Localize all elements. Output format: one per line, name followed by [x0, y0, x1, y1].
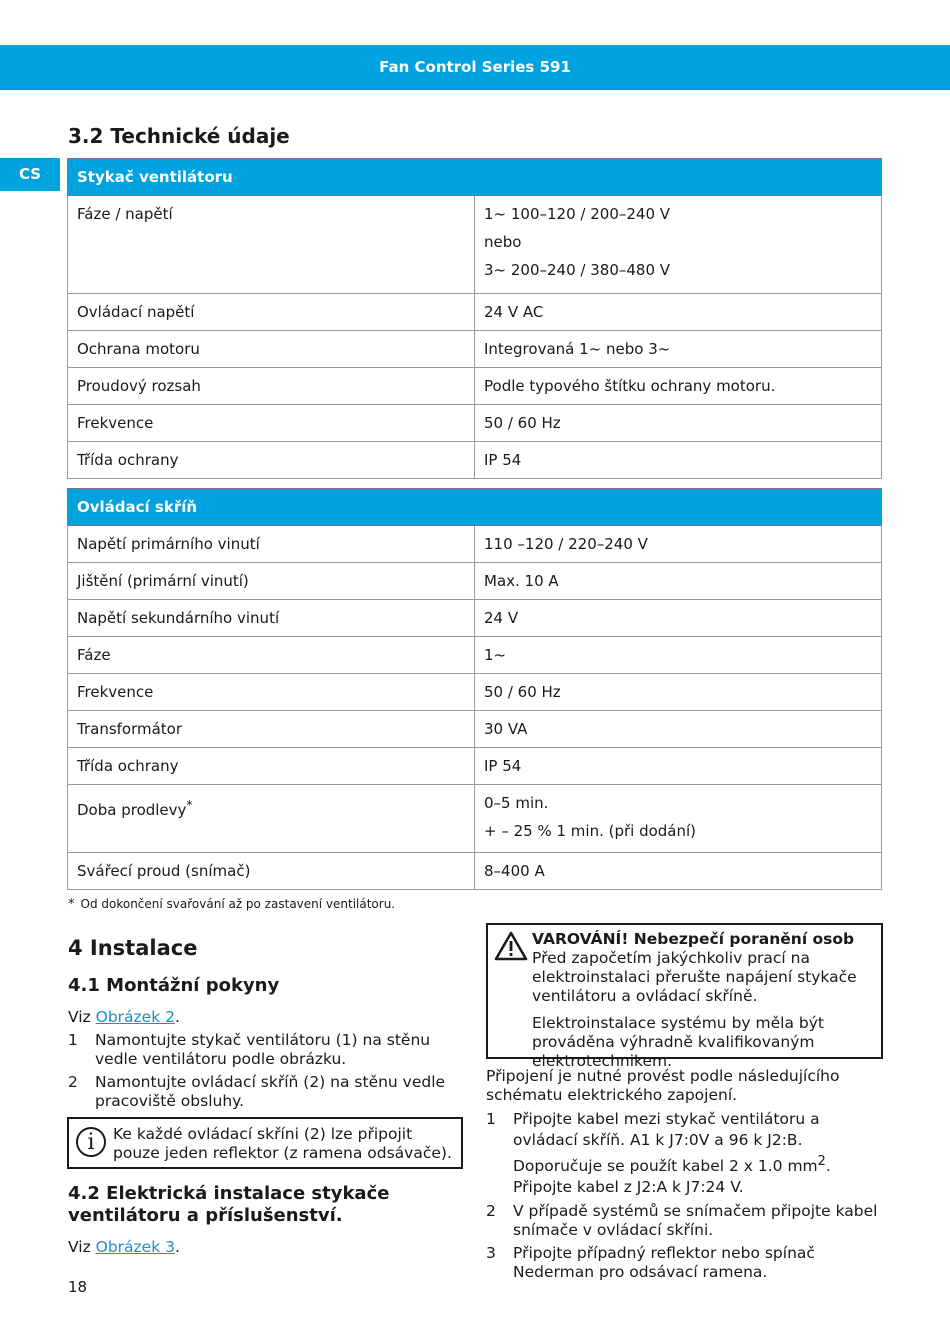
row-key: Fáze / napětí [68, 196, 475, 294]
figure-reference-2: Viz Obrázek 3. [68, 1238, 180, 1256]
electrical-steps [486, 1109, 881, 1282]
header-banner [0, 45, 950, 90]
row-key: Frekvence [68, 674, 475, 711]
mounting-section [68, 1008, 468, 1115]
row-value: 24 V AC [475, 294, 882, 331]
row-value: 0–5 min. + – 25 % 1 min. (při dodání) [475, 785, 882, 853]
row-key: Třída ochrany [68, 748, 475, 785]
document-title: Fan Control Series 591 [379, 58, 571, 76]
row-value: IP 54 [475, 442, 882, 479]
row-key: Třída ochrany [68, 442, 475, 479]
footnote-marker: * [68, 897, 75, 912]
footnote-text: Od dokončení svařování až po zastavení ventilátoru. [80, 897, 396, 911]
table-row [68, 748, 882, 785]
figure-2-link[interactable]: Obrázek 2 [95, 1008, 175, 1026]
mounting-steps [68, 1031, 468, 1111]
table-row [68, 600, 882, 637]
warning-content [532, 930, 877, 1071]
row-key: Napětí sekundárního vinutí [68, 600, 475, 637]
row-key: Transformátor [68, 711, 475, 748]
row-key: Proudový rozsah [68, 368, 475, 405]
table-row [68, 526, 882, 563]
figure-reference: Viz Obrázek 2. [68, 1008, 180, 1026]
list-item: 3 Připojte případný reflektor nebo spínač Nederman pro odsávací ramena. [486, 1244, 815, 1282]
row-value: IP 54 [475, 748, 882, 785]
table-row [68, 442, 882, 479]
warning-text-2: Elektroinstalace systému by měla být prováděna výhradně kvalifikovaným elektrotechnikem. [532, 1014, 824, 1070]
electrical-intro: Připojení je nutné provést podle následujícího schématu elektrického zapojení. [486, 1067, 840, 1104]
list-item: 2 Namontujte ovládací skříň (2) na stěnu vedle pracoviště obsluhy. [68, 1073, 446, 1110]
mounting-heading: 4.1 Montážní pokyny [68, 975, 280, 996]
fan-contactor-heading: Stykač ventilátoru [68, 159, 882, 196]
row-value: 110 –120 / 220–240 V [475, 526, 882, 563]
warning-triangle-icon [494, 931, 528, 961]
table-row [68, 711, 882, 748]
row-value: 30 VA [475, 711, 882, 748]
table-row [68, 853, 882, 890]
figure-3-link[interactable]: Obrázek 3 [95, 1238, 175, 1256]
row-key: Jištění (primární vinutí) [68, 563, 475, 600]
row-value: 50 / 60 Hz [475, 674, 882, 711]
row-value: 50 / 60 Hz [475, 405, 882, 442]
info-note [67, 1117, 463, 1169]
row-key: Fáze [68, 637, 475, 674]
table-row [68, 368, 882, 405]
list-item: 1 Připojte kabel mezi stykač ventilátoru a ovládací skříň. A1 k J7:0V a 96 k J2:B. Doporučuje se použít kabel 2 x 1.0 $mm^2$. Připojte kabel z J2:A k J7:24 V. [486, 1110, 831, 1197]
info-icon: i [76, 1127, 106, 1157]
page-number: 18 [68, 1278, 88, 1296]
table-row [68, 563, 882, 600]
row-key: Frekvence [68, 405, 475, 442]
list-item: 2 V případě systémů se snímačem připojte kabel snímače v ovládací skříni. [486, 1202, 878, 1240]
fan-contactor-table [67, 158, 882, 479]
row-value: Podle typového štítku ochrany motoru. [475, 368, 882, 405]
electrical-section [486, 1067, 881, 1286]
row-key: Ovládací napětí [68, 294, 475, 331]
language-tab: CS [0, 158, 60, 191]
row-key: Svářecí proud (snímač) [68, 853, 475, 890]
row-key: Napětí primárního vinutí [68, 526, 475, 563]
electrical-heading: 4.2 Elektrická instalace stykače ventilátoru a příslušenství. [68, 1183, 390, 1226]
row-value: 1~ 100–120 / 200–240 V nebo 3~ 200–240 / 380–480 V [475, 196, 882, 294]
row-value: Integrovaná 1~ nebo 3~ [475, 331, 882, 368]
control-box-heading: Ovládací skříň [68, 489, 882, 526]
warning-text-1: Před započetím jakýchkoliv prací na elektroinstalaci přerušte napájení stykače ventilátoru a ovládací skříně. [532, 949, 857, 1005]
install-heading: 4 Instalace [68, 936, 198, 960]
info-text: Ke každé ovládací skříni (2) lze připojit pouze jeden reflektor (z ramena odsávače). [113, 1125, 452, 1162]
row-key: Doba prodlevy* [68, 785, 475, 853]
table-row [68, 196, 882, 294]
footnote [68, 897, 395, 912]
footnote-marker: * [186, 797, 193, 812]
warning-box [486, 923, 883, 1070]
row-value: Max. 10 A [475, 563, 882, 600]
table-row [68, 637, 882, 674]
table-row [68, 674, 882, 711]
list-item: 1 Namontujte stykač ventilátoru (1) na stěnu vedle ventilátoru podle obrázku. [68, 1031, 431, 1068]
table-row [68, 331, 882, 368]
table-row [68, 294, 882, 331]
row-key: Ochrana motoru [68, 331, 475, 368]
row-value: 1~ [475, 637, 882, 674]
table-row [68, 405, 882, 442]
warning-title: VAROVÁNÍ! Nebezpečí poranění osob [532, 930, 855, 948]
section-title: 3.2 Technické údaje [68, 124, 290, 148]
row-value: 24 V [475, 600, 882, 637]
control-box-table [67, 488, 882, 890]
table-row [68, 785, 882, 853]
row-value: 8–400 A [475, 853, 882, 890]
